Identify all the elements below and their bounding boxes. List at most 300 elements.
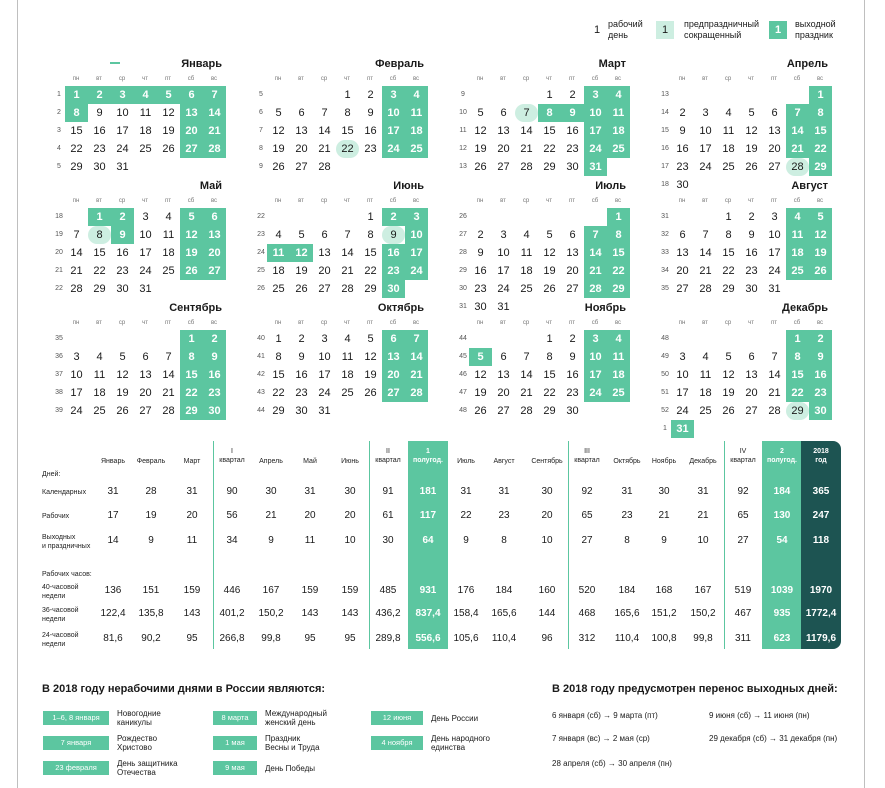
week-number: 13 — [661, 91, 669, 98]
month-12 — [656, 302, 828, 435]
table-cell: 311 — [735, 633, 751, 644]
day-cell: 25 — [699, 405, 712, 417]
day-cell: 7 — [405, 330, 428, 348]
day-cell: 6 — [771, 107, 778, 119]
weekday-label: вс — [412, 76, 420, 82]
day-cell: 22 — [93, 265, 106, 277]
day-cell: 13 — [566, 247, 579, 259]
day-cell: 16 — [295, 369, 308, 381]
day-cell: 18 — [607, 122, 630, 140]
day-cell: 16 — [382, 244, 405, 262]
table-cell: 23 — [498, 510, 510, 521]
day-cell: 21 — [768, 387, 781, 399]
day-cell: 4 — [607, 330, 630, 348]
day-cell: 7 — [165, 351, 172, 363]
week-number: 3 — [57, 127, 61, 134]
weekday-label: чт — [142, 320, 148, 326]
day-cell: 5 — [546, 229, 553, 241]
day-cell: 6 — [203, 208, 226, 226]
day-cell: 28 — [786, 158, 809, 176]
weekday-label: пн — [274, 320, 282, 326]
day-cell: 17 — [318, 369, 331, 381]
table-cell: 837,4 — [415, 608, 441, 619]
day-cell: 12 — [543, 247, 556, 259]
day-cell: 14 — [786, 122, 809, 140]
column-header: 2 полугод. — [767, 448, 797, 464]
day-cell: 13 — [745, 369, 758, 381]
day-cell: 15 — [180, 366, 203, 384]
month-8 — [656, 180, 828, 300]
day-cell: 4 — [786, 208, 809, 226]
table-cell: 176 — [457, 585, 475, 596]
table-cell: 312 — [578, 633, 596, 644]
week-number: 31 — [661, 213, 669, 220]
day-cell: 23 — [809, 384, 832, 402]
day-cell: 13 — [318, 247, 331, 259]
table-cell: 122,4 — [100, 608, 126, 619]
day-cell: 31 — [671, 420, 694, 438]
table-cell: 623 — [773, 633, 791, 644]
day-cell: 14 — [520, 125, 533, 137]
day-cell: 15 — [93, 247, 106, 259]
week-number: 52 — [661, 407, 669, 414]
day-cell: 14 — [699, 247, 712, 259]
day-cell: 1 — [275, 333, 282, 345]
day-cell: 15 — [341, 125, 354, 137]
week-number: 1 — [57, 91, 61, 98]
day-cell: 16 — [809, 366, 832, 384]
day-cell: 27 — [497, 161, 510, 173]
table-cell: 10 — [344, 535, 356, 546]
day-cell: 29 — [722, 283, 735, 295]
table-cell: 165,6 — [614, 608, 640, 619]
week-number: 35 — [661, 285, 669, 292]
day-cell: 5 — [298, 229, 305, 241]
weekday-label: вс — [816, 320, 824, 326]
day-cell: 3 — [382, 86, 405, 104]
month-name: Октябрь — [377, 302, 424, 314]
week-number: 34 — [661, 267, 669, 274]
week-number: 6 — [259, 109, 263, 116]
day-cell: 11 — [267, 244, 290, 262]
day-cell: 5 — [748, 107, 755, 119]
day-cell: 2 — [367, 89, 374, 101]
day-cell: 6 — [321, 229, 328, 241]
column-header: Май — [303, 458, 317, 465]
day-cell: 28 — [341, 283, 354, 295]
table-cell: 22 — [460, 510, 472, 521]
week-number: 26 — [257, 285, 265, 292]
day-cell: 7 — [203, 86, 226, 104]
day-cell: 7 — [73, 229, 80, 241]
table-cell: 14 — [107, 535, 119, 546]
day-cell: 20 — [768, 143, 781, 155]
day-cell: 19 — [272, 143, 285, 155]
day-cell: 3 — [584, 330, 607, 348]
day-cell: 10 — [497, 247, 510, 259]
day-cell: 30 — [809, 402, 832, 420]
week-number: 42 — [257, 371, 265, 378]
table-cell: 30 — [265, 486, 277, 497]
day-cell: 18 — [93, 387, 106, 399]
day-cell: 21 — [341, 265, 354, 277]
day-cell: 29 — [93, 283, 106, 295]
table-cell: 143 — [301, 608, 319, 619]
week-number: 22 — [55, 285, 63, 292]
day-cell: 14 — [584, 244, 607, 262]
day-cell: 16 — [676, 143, 689, 155]
day-cell: 14 — [318, 125, 331, 137]
table-cell: 17 — [107, 510, 119, 521]
column-header: Январь — [101, 458, 125, 465]
day-cell: 2 — [111, 208, 134, 226]
week-number: 9 — [259, 163, 263, 170]
day-cell: 26 — [180, 262, 203, 280]
day-cell: 6 — [679, 229, 686, 241]
table-cell: 151 — [142, 585, 160, 596]
column-header: Декабрь — [689, 458, 717, 465]
month-9 — [50, 302, 222, 422]
column-header: IV квартал — [730, 448, 756, 464]
day-cell: 25 — [341, 387, 354, 399]
table-cell: 91 — [382, 486, 394, 497]
day-cell: 17 — [70, 387, 83, 399]
month-name: Март — [598, 58, 626, 70]
day-cell: 7 — [515, 104, 538, 122]
month-name: Январь — [181, 58, 222, 70]
table-cell: 20 — [541, 510, 553, 521]
day-cell: 9 — [477, 247, 484, 259]
day-cell: 18 — [405, 122, 428, 140]
day-cell: 26 — [474, 405, 487, 417]
day-cell: 11 — [607, 104, 630, 122]
day-cell: 14 — [162, 369, 175, 381]
day-cell: 4 — [702, 351, 709, 363]
table-cell: 31 — [460, 486, 472, 497]
day-cell: 10 — [318, 351, 331, 363]
table-cell: 519 — [734, 585, 752, 596]
day-cell: 19 — [474, 143, 487, 155]
day-cell: 5 — [367, 333, 374, 345]
weekday-label: вс — [210, 320, 218, 326]
day-cell: 6 — [500, 351, 507, 363]
table-cell: 54 — [776, 535, 788, 546]
month-name: Август — [791, 180, 828, 192]
holiday-name: День защитника Отечества — [117, 759, 178, 777]
holiday-name: День Победы — [265, 764, 316, 773]
column-header: Октябрь — [613, 458, 641, 465]
day-cell: 16 — [566, 369, 579, 381]
day-cell: 19 — [180, 244, 203, 262]
table-cell: 184 — [618, 585, 636, 596]
day-cell: 22 — [180, 384, 203, 402]
table-cell: 143 — [183, 608, 201, 619]
day-cell: 4 — [96, 351, 103, 363]
row-label: Календарных — [42, 489, 87, 496]
day-cell: 7 — [771, 351, 778, 363]
day-cell: 22 — [543, 387, 556, 399]
legend-holiday-label: выходной праздник — [795, 19, 836, 40]
day-cell: 7 — [523, 351, 530, 363]
table-cell: 266,8 — [219, 633, 245, 644]
holiday-date-tag: 1–6, 8 января — [43, 711, 109, 725]
day-cell: 22 — [272, 387, 285, 399]
week-number: 50 — [661, 371, 669, 378]
day-cell: 19 — [745, 143, 758, 155]
day-cell: 2 — [569, 89, 576, 101]
day-cell: 27 — [295, 161, 308, 173]
table-cell: 8 — [624, 535, 630, 546]
holiday-date-tag: 12 июня — [371, 711, 423, 725]
weekday-label: ср — [320, 76, 328, 82]
week-number: 26 — [459, 213, 467, 220]
day-cell: 21 — [405, 366, 428, 384]
day-cell: 3 — [321, 333, 328, 345]
day-cell: 20 — [566, 265, 579, 277]
table-cell: 30 — [382, 535, 394, 546]
day-cell: 28 — [520, 161, 533, 173]
week-number: 32 — [661, 231, 669, 238]
weekday-label: чт — [344, 198, 350, 204]
table-cell: 151,2 — [651, 608, 677, 619]
weekday-label: вт — [500, 198, 506, 204]
day-cell: 14 — [203, 104, 226, 122]
week-number: 41 — [257, 353, 265, 360]
table-cell: 21 — [658, 510, 670, 521]
holiday-date-tag: 8 марта — [213, 711, 257, 725]
day-cell: 9 — [569, 351, 576, 363]
day-cell: 3 — [142, 211, 149, 223]
table-cell: 485 — [379, 585, 397, 596]
day-cell: 10 — [116, 107, 129, 119]
day-cell: 22 — [607, 262, 630, 280]
column-header: Апрель — [259, 458, 283, 465]
day-cell: 21 — [699, 265, 712, 277]
table-cell: 556,6 — [415, 633, 441, 644]
day-cell: 8 — [180, 348, 203, 366]
day-cell: 3 — [111, 86, 134, 104]
week-number: 28 — [459, 249, 467, 256]
weekday-label: ср — [320, 198, 328, 204]
day-cell: 31 — [584, 158, 607, 176]
week-number: 47 — [459, 389, 467, 396]
weekday-label: чт — [748, 320, 754, 326]
table-cell: 1772,4 — [805, 608, 837, 619]
day-cell: 28 — [699, 283, 712, 295]
day-cell: 11 — [699, 369, 712, 381]
weekday-label: вс — [412, 320, 420, 326]
day-cell: 16 — [364, 125, 377, 137]
weekday-label: сб — [591, 320, 599, 326]
weekday-label: пн — [72, 198, 80, 204]
day-cell: 2 — [298, 333, 305, 345]
day-cell: 9 — [809, 348, 832, 366]
weekday-label: ср — [522, 198, 530, 204]
day-cell: 15 — [607, 244, 630, 262]
table-cell: 1970 — [809, 585, 833, 596]
day-cell: 3 — [405, 208, 428, 226]
day-cell: 8 — [538, 104, 561, 122]
table-cell: 167 — [694, 585, 712, 596]
day-cell: 11 — [341, 351, 354, 363]
month-name: Ноябрь — [584, 302, 626, 314]
day-cell: 10 — [70, 369, 83, 381]
day-cell: 19 — [809, 244, 832, 262]
day-cell: 18 — [162, 247, 175, 259]
day-cell: 10 — [768, 229, 781, 241]
table-cell: 150,2 — [690, 608, 716, 619]
weekday-label: вт — [96, 320, 102, 326]
weekday-label: чт — [546, 320, 552, 326]
weekday-label: ср — [724, 320, 732, 326]
table-cell: 1039 — [770, 585, 794, 596]
day-cell: 22 — [543, 143, 556, 155]
table-cell: 181 — [419, 486, 437, 497]
weekday-label: вс — [816, 76, 824, 82]
weekday-label: вс — [210, 76, 218, 82]
week-number: 8 — [259, 145, 263, 152]
table-cell: 935 — [773, 608, 791, 619]
column-header: I квартал — [219, 448, 245, 464]
day-cell: 23 — [295, 387, 308, 399]
day-cell: 3 — [771, 211, 778, 223]
table-cell: 11 — [304, 535, 316, 546]
day-cell: 8 — [809, 104, 832, 122]
day-cell: 18 — [272, 265, 285, 277]
table-cell: 90 — [226, 486, 238, 497]
day-cell: 30 — [566, 405, 579, 417]
table-cell: 96 — [541, 633, 553, 644]
table-cell: 64 — [422, 535, 434, 546]
day-cell: 8 — [344, 107, 351, 119]
day-cell: 9 — [382, 226, 405, 244]
month-name: Декабрь — [782, 302, 828, 314]
week-number: 43 — [257, 389, 265, 396]
day-cell: 26 — [116, 405, 129, 417]
day-cell: 18 — [341, 369, 354, 381]
table-cell: 30 — [541, 486, 553, 497]
day-cell: 1 — [180, 330, 203, 348]
day-cell: 12 — [364, 351, 377, 363]
table-cell: 247 — [812, 510, 830, 521]
day-cell: 17 — [699, 143, 712, 155]
table-cell: 401,2 — [219, 608, 245, 619]
day-cell: 24 — [584, 140, 607, 158]
day-cell: 2 — [477, 229, 484, 241]
day-cell: 14 — [341, 247, 354, 259]
day-cell: 23 — [93, 143, 106, 155]
day-cell: 1 — [367, 211, 374, 223]
weekday-label: вс — [614, 198, 622, 204]
day-cell: 23 — [382, 262, 405, 280]
day-cell: 4 — [344, 333, 351, 345]
day-cell: 31 — [116, 161, 129, 173]
week-number: 5 — [57, 163, 61, 170]
day-cell: 5 — [157, 86, 180, 104]
day-cell: 10 — [584, 348, 607, 366]
day-cell: 12 — [180, 226, 203, 244]
table-cell: 160 — [538, 585, 556, 596]
table-cell: 95 — [304, 633, 316, 644]
weekday-label: вт — [298, 320, 304, 326]
table-cell: 10 — [541, 535, 553, 546]
day-cell: 27 — [180, 140, 203, 158]
day-cell: 26 — [809, 262, 832, 280]
day-cell: 13 — [768, 125, 781, 137]
day-cell: 18 — [139, 125, 152, 137]
day-cell: 1 — [786, 330, 809, 348]
week-number: 25 — [257, 267, 265, 274]
weekday-label: вс — [412, 198, 420, 204]
weekday-label: вт — [96, 198, 102, 204]
day-cell: 30 — [203, 402, 226, 420]
day-cell: 6 — [569, 229, 576, 241]
day-cell: 1 — [65, 86, 88, 104]
weekday-label: сб — [187, 76, 195, 82]
day-cell: 2 — [88, 86, 111, 104]
day-cell: 27 — [745, 405, 758, 417]
day-cell: 22 — [336, 140, 359, 158]
day-cell: 9 — [96, 107, 103, 119]
day-cell: 29 — [543, 405, 556, 417]
weekday-label: пт — [165, 198, 171, 204]
day-cell: 30 — [116, 283, 129, 295]
transfer-item: 28 апреля (сб) → 30 апреля (пн) — [552, 759, 672, 768]
day-cell: 24 — [584, 384, 607, 402]
table-cell: 95 — [186, 633, 198, 644]
day-cell: 24 — [139, 265, 152, 277]
day-cell: 26 — [162, 143, 175, 155]
week-number: 2 — [57, 109, 61, 116]
legend-short-sample: 1 — [656, 21, 674, 39]
weekday-label: ср — [118, 76, 126, 82]
day-cell: 8 — [88, 226, 111, 244]
weekday-label: ср — [320, 320, 328, 326]
table-cell: 100,8 — [651, 633, 677, 644]
weekday-label: вт — [298, 76, 304, 82]
table-cell: 289,8 — [375, 633, 401, 644]
day-cell: 23 — [116, 265, 129, 277]
day-cell: 25 — [520, 283, 533, 295]
weekday-label: пт — [165, 76, 171, 82]
weekday-label: сб — [389, 76, 397, 82]
day-cell: 1 — [725, 211, 732, 223]
day-cell: 5 — [119, 351, 126, 363]
table-cell: 135,8 — [138, 608, 164, 619]
column-header: III квартал — [574, 448, 600, 464]
table-cell: 150,2 — [258, 608, 284, 619]
day-cell: 13 — [497, 125, 510, 137]
day-cell: 27 — [497, 405, 510, 417]
day-cell: 8 — [275, 351, 282, 363]
transfer-item: 9 июня (сб) → 11 июня (пн) — [709, 711, 810, 720]
day-cell: 26 — [474, 161, 487, 173]
day-cell: 23 — [566, 143, 579, 155]
week-number: 31 — [459, 303, 467, 310]
day-cell: 25 — [272, 283, 285, 295]
day-cell: 22 — [722, 265, 735, 277]
day-cell: 13 — [139, 369, 152, 381]
weekday-label: вт — [500, 76, 506, 82]
day-cell: 10 — [699, 125, 712, 137]
weekday-label: пт — [367, 320, 373, 326]
day-cell: 5 — [809, 208, 832, 226]
week-number: 24 — [257, 249, 265, 256]
weekday-label: сб — [187, 320, 195, 326]
week-number: 16 — [661, 145, 669, 152]
week-number: 49 — [661, 353, 669, 360]
week-number: 4 — [57, 145, 61, 152]
